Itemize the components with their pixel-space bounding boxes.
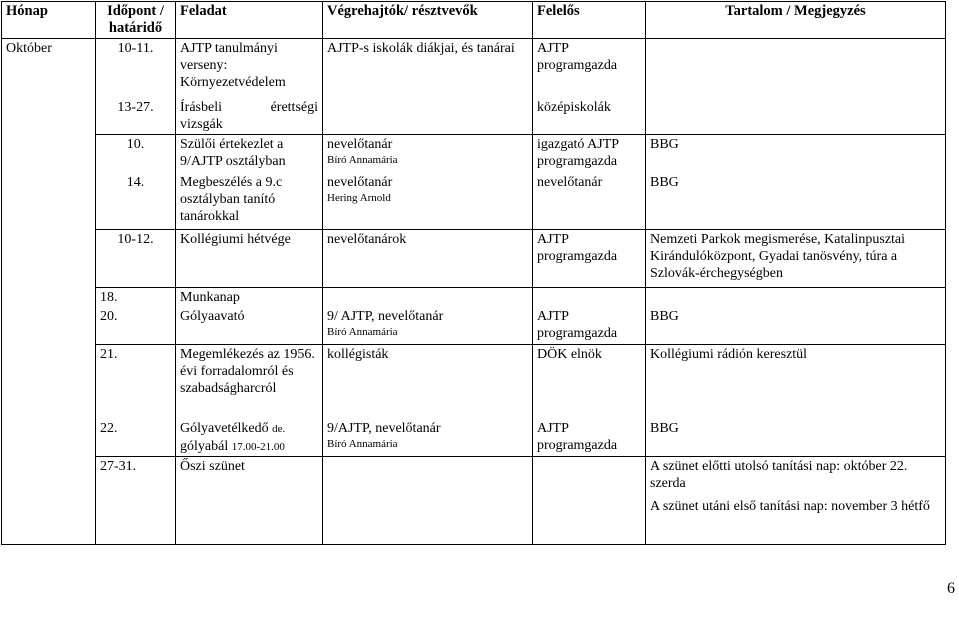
table-row xyxy=(2,307,946,345)
table-row xyxy=(2,230,946,288)
responsible-cell: nevelőtanár xyxy=(533,173,646,230)
date-cell: 13-27. xyxy=(96,98,176,135)
executors-cell: kollégisták xyxy=(323,345,533,419)
date-cell: 27-31. xyxy=(96,456,176,544)
table-row xyxy=(2,345,946,419)
responsible-cell xyxy=(533,456,646,544)
executors-cell xyxy=(323,456,533,544)
notes-cell: BBG xyxy=(646,173,946,230)
table-row xyxy=(2,288,946,307)
header-date: Időpont / határidő xyxy=(96,2,176,39)
table-row xyxy=(2,456,946,544)
notes-cell: Kollégiumi rádión keresztül xyxy=(646,345,946,419)
date-cell: 10. xyxy=(96,135,176,173)
header-responsible: Felelős xyxy=(533,2,646,39)
task-cell: Írásbeli érettségi vizsgák xyxy=(176,98,323,135)
table-row xyxy=(2,39,946,98)
date-cell: 22. xyxy=(96,419,176,457)
executors-cell: nevelőtanár Hering Arnold xyxy=(323,173,533,230)
header-month: Hónap xyxy=(2,2,96,39)
responsible-cell: AJTP programgazda xyxy=(533,39,646,98)
responsible-cell: AJTP programgazda xyxy=(533,230,646,288)
table-row xyxy=(2,419,946,457)
responsible-cell: középiskolák xyxy=(533,98,646,135)
notes-cell xyxy=(646,288,946,307)
task-cell: Megemlékezés az 1956. évi forradalomról és szabadságharcról xyxy=(176,345,323,419)
date-cell: 18. xyxy=(96,288,176,307)
date-cell: 10-12. xyxy=(96,230,176,288)
responsible-cell: DÖK elnök xyxy=(533,345,646,419)
responsible-cell: igazgató AJTP programgazda xyxy=(533,135,646,173)
date-cell: 20. xyxy=(96,307,176,345)
date-cell: 21. xyxy=(96,345,176,419)
notes-cell: A szünet előtti utolsó tanítási nap: október 22. szerda A szünet utáni első tanítási nap: november 3 hétfő xyxy=(646,456,946,544)
executors-cell: 9/AJTP, nevelőtanár Bíró Annamária xyxy=(323,419,533,457)
task-cell: Szülői értekezlet a 9/AJTP osztályban xyxy=(176,135,323,173)
notes-cell: BBG xyxy=(646,419,946,457)
executors-cell: nevelőtanárok xyxy=(323,230,533,288)
task-cell: Munkanap xyxy=(176,288,323,307)
task-cell: Gólyaavató xyxy=(176,307,323,345)
schedule-table xyxy=(1,1,946,545)
responsible-cell xyxy=(533,288,646,307)
notes-cell: Nemzeti Parkok megismerése, Katalinpusztai Kirándulóközpont, Gyadai tanösvény, túra a Szlovák-érchegységben xyxy=(646,230,946,288)
header-notes: Tartalom / Megjegyzés xyxy=(646,2,946,39)
header-executors: Végrehajtók/ résztvevők xyxy=(323,2,533,39)
executors-cell: AJTP-s iskolák diákjai, és tanárai xyxy=(323,39,533,98)
date-cell: 14. xyxy=(96,173,176,230)
page-number: 6 xyxy=(947,580,955,597)
header-task: Feladat xyxy=(176,2,323,39)
task-cell: Megbeszélés a 9.c osztályban tanító tanárokkal xyxy=(176,173,323,230)
executors-cell: nevelőtanár Bíró Annamária xyxy=(323,135,533,173)
notes-cell: BBG xyxy=(646,135,946,173)
executors-cell xyxy=(323,98,533,135)
responsible-cell: AJTP programgazda xyxy=(533,419,646,457)
table-row xyxy=(2,135,946,173)
task-cell: Gólyavetélkedő de. gólyabál 17.00-21.00 xyxy=(176,419,323,457)
month-cell: Október xyxy=(2,39,96,545)
table-row xyxy=(2,173,946,230)
header-row xyxy=(2,2,946,39)
notes-cell xyxy=(646,39,946,135)
task-cell: AJTP tanulmányi verseny: Környezetvédelem xyxy=(176,39,323,98)
date-cell: 10-11. xyxy=(96,39,176,98)
notes-cell: BBG xyxy=(646,307,946,345)
task-cell: Őszi szünet xyxy=(176,456,323,544)
responsible-cell: AJTP programgazda xyxy=(533,307,646,345)
executors-cell: 9/ AJTP, nevelőtanár Bíró Annamária xyxy=(323,307,533,345)
task-cell: Kollégiumi hétvége xyxy=(176,230,323,288)
executors-cell xyxy=(323,288,533,307)
